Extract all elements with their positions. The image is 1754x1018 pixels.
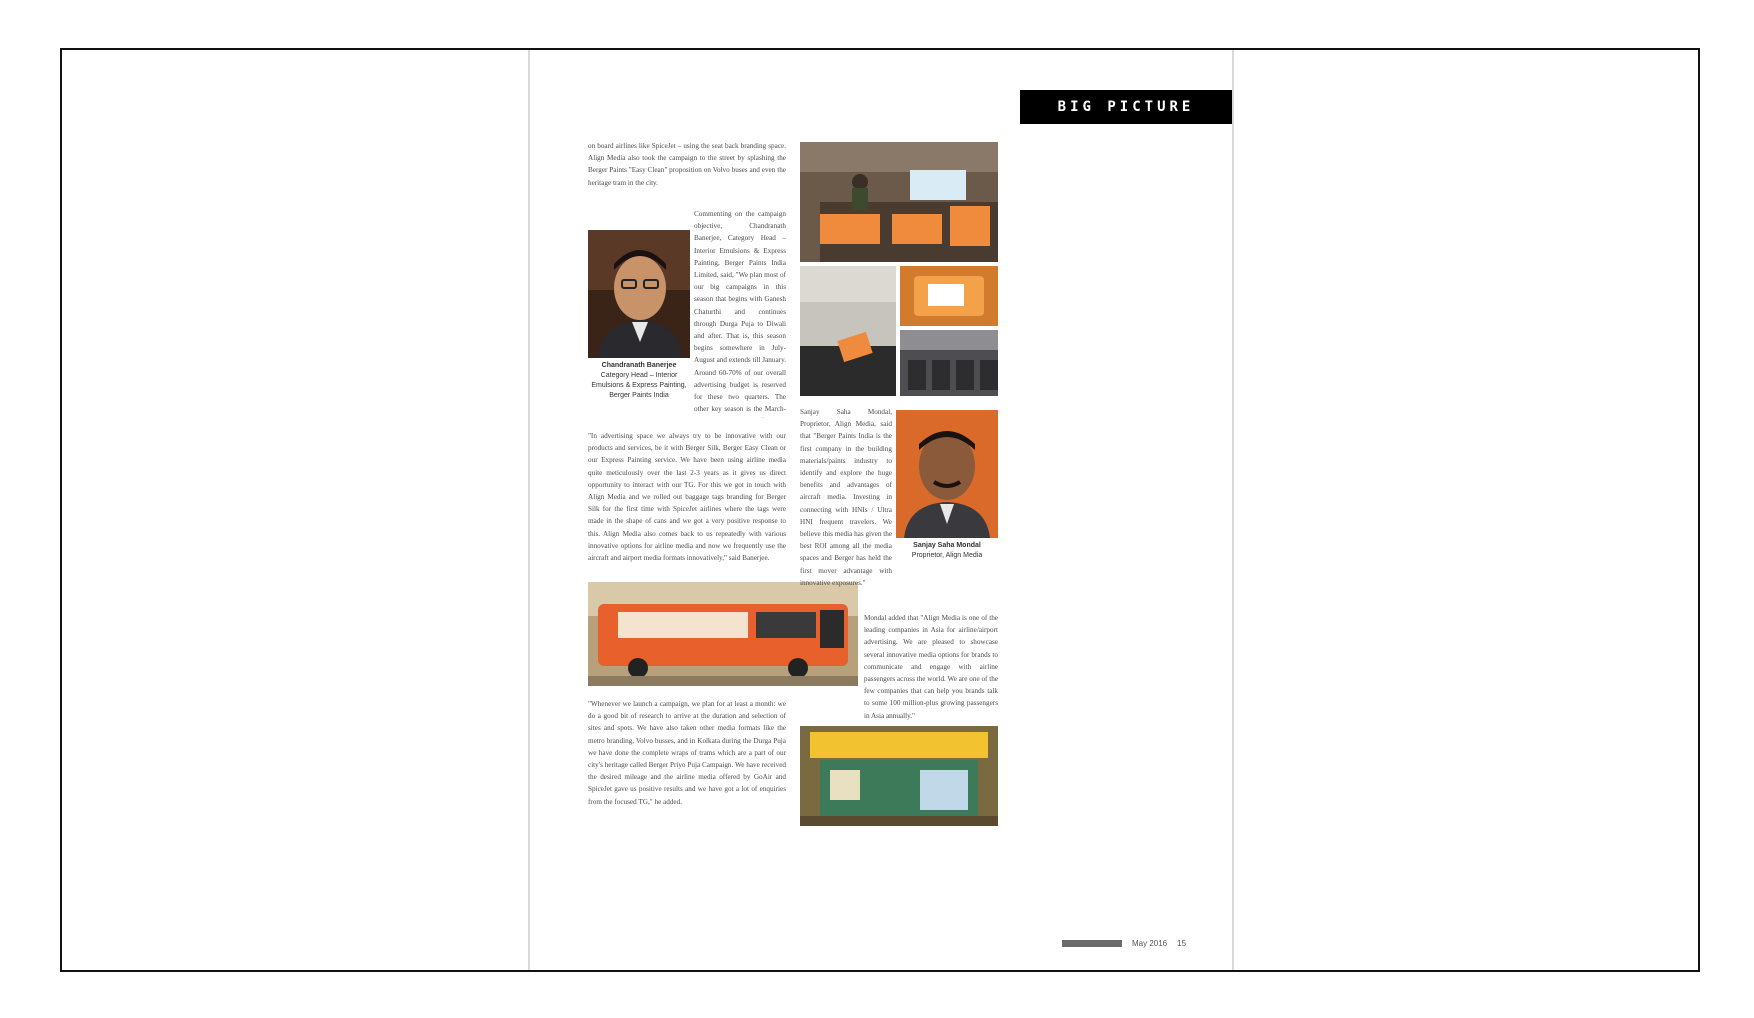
storefront-image [800,726,998,826]
left-paragraph-3: "In advertising space we always try to be innovative with our products and services, be it with Berger Silk, Berger Easy Clean or our Express Painting service. We have been using airline media quite meticulously over the last 2-3 years as it gives us direct opportunity to interact with our TG. For this we got in touch with Align Media and we rolled out baggage tags branding for Berger Silk for the first time with SpiceJet airlines where the tags were made in the shape of cans and we got a very positive response to this. Align Media also comes back to us repeatedly with various innovative options for airline media and now we frequently use the aircraft and airport media formats innovatively," said Banerjee. [588,432,786,563]
magazine-page [528,50,1234,970]
portrait-banerjee [588,230,690,358]
cabin-image [900,330,998,396]
footer-date: May 2016 [1132,939,1168,948]
photo-seat-back [900,266,998,326]
page-footer [1062,939,1186,948]
photo-baggage-tag [800,266,896,396]
caption-banerjee-title: Category Head – Interior Emulsions & Express Painting, Berger Paints India [591,372,687,399]
seat-back-image [900,266,998,326]
caption-banerjee-name: Chandranath Banerjee [601,362,677,369]
left-paragraph-4: "Whenever we launch a campaign, we plan for at least a month: we do a good bit of research to arrive at the duration and selection of sites and spots. We have also taken other media formats like the metro branding, Volvo busses, and in Kolkata during the Durga Puja we have done the complete wraps of trams which are a part of our city's heritage called Berger Priyo Puja Campaign. We have received the desired mileage and the airline media offered by GoAir and SpiceJet gave us positive results and we have got a lot of enquiries from the focused TG," he added. [588,700,786,806]
photo-storefront [800,726,998,826]
portrait-banerjee-image [588,230,690,358]
airport-counter-image [800,142,998,262]
baggage-tag-image [800,266,896,396]
right-paragraph-1: Sanjay Saha Mondal, Proprietor, Align Media, said that "Berger Paints India is the first company in the building materials/paints industry to identify and explore the huge benefits and advantages of aircraft media. Investing in connecting with HNIs / Ultra HNI frequent travelers. We believe this media has given the best ROI among all the media spaces and Berger has held the first mover advantage with innovative exposures." [800,408,892,587]
footer-bar [1062,940,1122,947]
photo-airport-counter [800,142,998,262]
footer-page-number: 15 [1177,939,1187,948]
right-paragraph-2: Mondal added that "Align Media is one of the leading companies in Asia for airline/airport advertising. We are pleased to showcase several innovative media options for brands to communicate and engage with airline passengers across the world. We are one of the few companies that can help you brands talk to some 100 million-plus growing passengers in Asia annually." [864,614,998,720]
portrait-mondal [896,410,998,538]
caption-banerjee [584,361,694,401]
caption-mondal-title: Proprietor, Align Media [911,552,983,559]
caption-mondal-name: Sanjay Saha Mondal [913,542,981,549]
left-paragraph-1: on board airlines like SpiceJet – using the seat back branding space. Align Media also took the campaign to the street by splashing the Berger Paints "Easy Clean" proposition on Volvo buses and even the heritage tram in the city. [588,142,786,187]
photo-cabin [900,330,998,396]
section-tag: BIG PICTURE [1020,90,1232,124]
caption-mondal [892,541,1002,561]
left-paragraph-2: Commenting on the campaign objective, Chandranath Banerjee, Category Head – Interior Emulsions & Express Painting, Berger Paints India Limited, said, "We plan most of our big campaigns in this season that begins with Ganesh Chaturthi and continues through Durga Puja to Diwali and after. That is, this season begins somewhere in July-August and extends till January. Around 60-70% of our overall advertising budget is reserved for these two quarters. The other key season is the March- [694,210,786,414]
portrait-mondal-image [896,410,998,538]
document-frame [60,48,1700,972]
